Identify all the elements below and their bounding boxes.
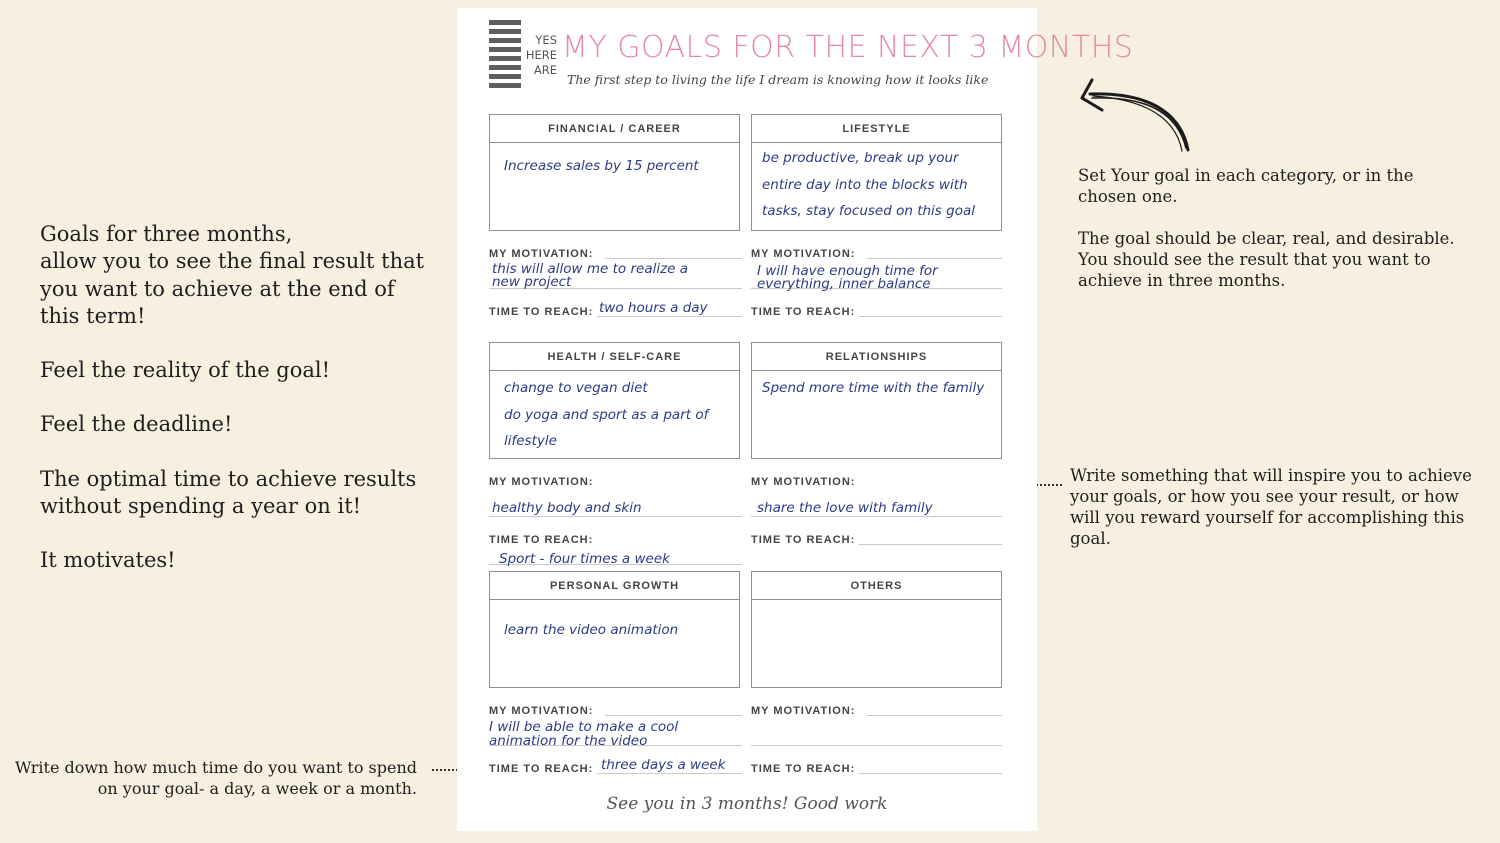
- goal-line: Increase sales by 15 percent: [504, 158, 699, 174]
- category-title: RELATIONSHIPS: [752, 343, 1001, 371]
- goal-line: Spend more time with the family: [762, 380, 985, 396]
- time-label: TIME TO REACH:: [489, 306, 594, 318]
- goal-line: change to vegan diet: [504, 380, 648, 396]
- left-paragraph-3: Feel the deadline!: [40, 412, 233, 437]
- sheet-title: MY GOALS FOR THE NEXT 3 MONTHS: [562, 30, 1134, 65]
- goal-line: tasks, stay focused on this goal: [762, 203, 975, 219]
- time-label: TIME TO REACH:: [751, 534, 856, 546]
- motivation-line: [867, 258, 1002, 259]
- motivation-line: [751, 516, 1002, 517]
- category-box-personal-growth: [489, 571, 740, 688]
- left-paragraph-4: The optimal time to achieve results without spending a year on it!: [40, 466, 417, 519]
- curved-arrow-icon: [1078, 72, 1193, 154]
- motivation-line: [605, 258, 742, 259]
- time-line: [597, 773, 742, 774]
- motivation-answer: share the love with family: [757, 500, 933, 516]
- sheet-footer: See you in 3 months! Good work: [606, 794, 888, 814]
- goal-instructions: [1078, 165, 1473, 312]
- time-label: TIME TO REACH:: [489, 763, 594, 775]
- time-answer: two hours a day: [599, 300, 708, 316]
- sheet-subtitle: The first step to living the life I dream is knowing how it looks like: [567, 72, 989, 87]
- category-box-health-self-care: [489, 342, 740, 459]
- goal-text: [504, 617, 733, 644]
- motivation-answer: this will allow me to realize a: [492, 261, 689, 277]
- left-paragraph-1: [40, 221, 440, 330]
- time-answer: three days a week: [601, 757, 726, 773]
- motivation-answer-line-2: new project: [492, 274, 572, 290]
- time-label: TIME TO REACH:: [489, 534, 594, 546]
- category-title: PERSONAL GROWTH: [490, 572, 739, 600]
- left-paragraph-5: It motivates!: [40, 548, 176, 573]
- time-line: [859, 773, 1002, 774]
- motivation-label: MY MOTIVATION:: [751, 476, 856, 488]
- motivation-line: [489, 516, 742, 517]
- motivation-label: MY MOTIVATION:: [751, 705, 856, 717]
- tagline: [525, 33, 557, 78]
- left-paragraph-1-line-2: allow you to see the final result that you want to achieve at the end of this term!: [40, 249, 425, 328]
- left-paragraph-2: Feel the reality of the goal!: [40, 358, 331, 383]
- goal-line: learn the video animation: [504, 622, 679, 638]
- goal-text: [762, 375, 995, 402]
- goal-line: be productive, break up your: [762, 150, 959, 166]
- goal-text: [504, 153, 733, 180]
- category-title: OTHERS: [752, 572, 1001, 600]
- stripes-logo-icon: [489, 20, 521, 92]
- motivation-instruction: Write something that will inspire you to achieve your goals, or how you see your result, or how will you reward yourself for accomplishing this goal.: [1070, 466, 1472, 548]
- category-title: HEALTH / SELF-CARE: [490, 343, 739, 371]
- motivation-answer-line-2: everything, inner balance: [757, 276, 931, 292]
- goal-line: lifestyle: [504, 433, 557, 449]
- motivation-line: [605, 715, 742, 716]
- goal-line: do yoga and sport as a part of: [504, 406, 709, 423]
- goal-line: entire day into the blocks with: [762, 176, 968, 193]
- category-box-lifestyle: [751, 114, 1002, 231]
- category-title: LIFESTYLE: [752, 115, 1001, 143]
- category-title: FINANCIAL / CAREER: [490, 115, 739, 143]
- motivation-line: [751, 745, 1002, 746]
- motivation-label: MY MOTIVATION:: [489, 705, 594, 717]
- motivation-answer: I will have enough time for: [757, 263, 938, 279]
- motivation-label: MY MOTIVATION:: [489, 248, 594, 260]
- time-line: [859, 544, 1002, 545]
- goal-text: [504, 375, 733, 455]
- motivation-answer: I will be able to make a cool: [489, 719, 679, 735]
- motivation-answer-line-2: animation for the video: [489, 733, 648, 749]
- left-paragraph-1-line-1: Goals for three months,: [40, 222, 293, 246]
- time-label: TIME TO REACH:: [751, 306, 856, 318]
- time-label: TIME TO REACH:: [751, 763, 856, 775]
- goal-instruction-2: The goal should be clear, real, and desirable. You should see the result that you want to achieve in three months.: [1078, 229, 1455, 290]
- time-line: [859, 316, 1002, 317]
- tagline-line-1: YES: [535, 33, 557, 47]
- goal-text: [762, 145, 995, 225]
- motivation-label: MY MOTIVATION:: [489, 476, 594, 488]
- tagline-line-2: HERE: [525, 48, 557, 62]
- left-explanation: [40, 221, 440, 602]
- motivation-label: MY MOTIVATION:: [751, 248, 856, 260]
- motivation-answer: healthy body and skin: [492, 500, 642, 516]
- category-box-others: [751, 571, 1002, 688]
- time-line: [597, 316, 742, 317]
- time-answer: Sport - four times a week: [499, 551, 670, 567]
- goal-instruction-1: Set Your goal in each category, or in the chosen one.: [1078, 166, 1414, 206]
- tagline-line-3: ARE: [533, 63, 557, 77]
- motivation-line: [867, 715, 1002, 716]
- category-box-financial-career: [489, 114, 740, 231]
- time-to-reach-note: Write down how much time do you want to spend on your goal- a day, a week or a month.: [15, 758, 417, 798]
- category-box-relationships: [751, 342, 1002, 459]
- goals-planner-sheet: [457, 8, 1134, 831]
